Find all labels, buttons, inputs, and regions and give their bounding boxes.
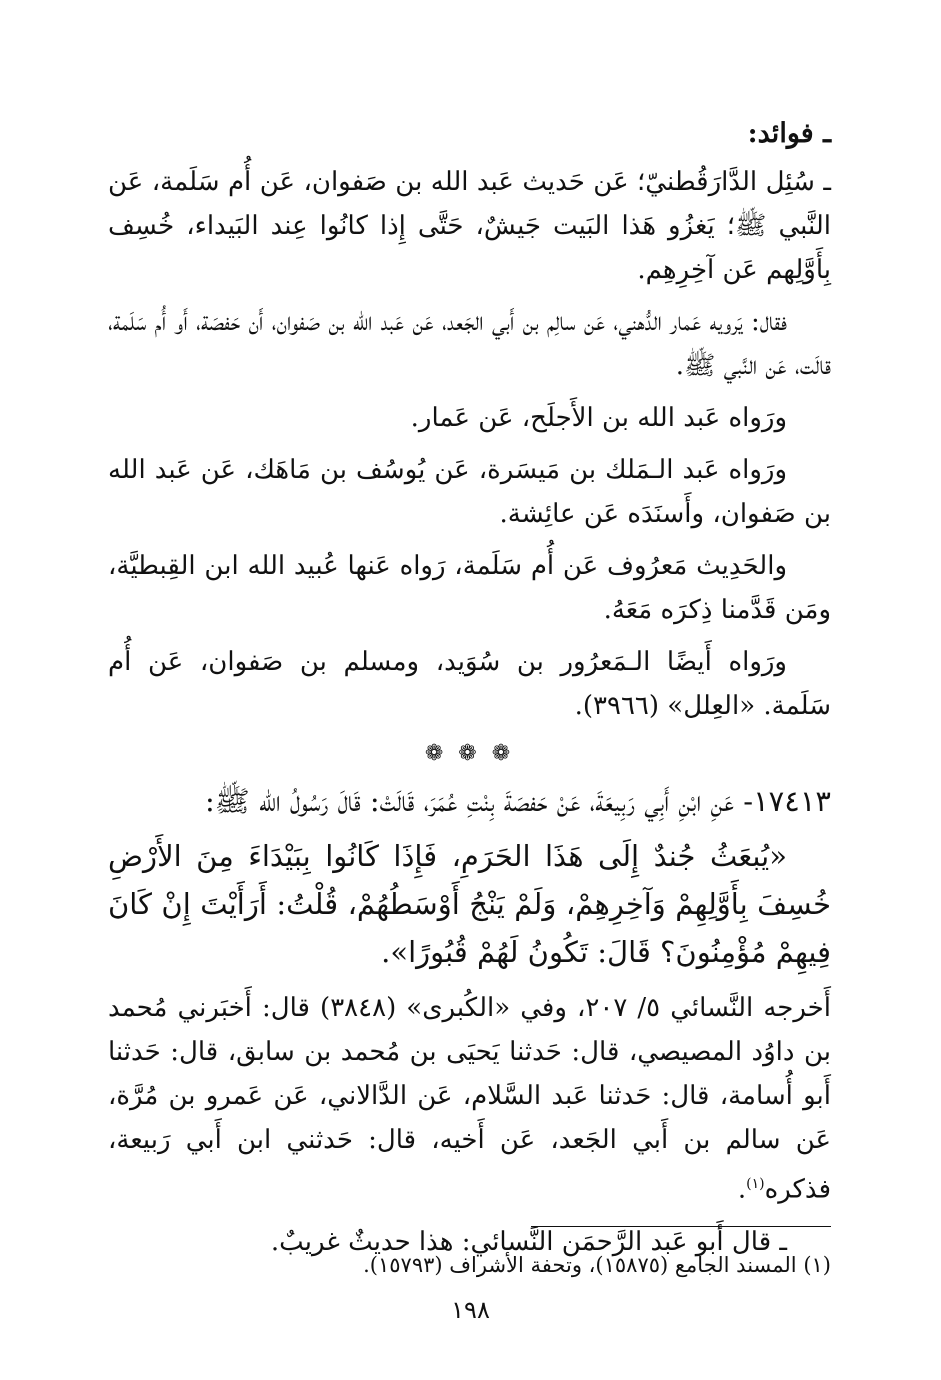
takhrij-end: . — [737, 1174, 747, 1205]
takhrij-paragraph — [108, 986, 831, 1212]
page-number: ١٩٨ — [451, 1296, 490, 1324]
paragraph-ibn-ajlah: ورَواه عَبد الله بن الأَجلَح، عَن عَمار. — [410, 403, 787, 433]
footnote-divider — [531, 1226, 831, 1227]
paragraph-daraqutni-question: ـ سُئِل الدَّارَقُطنيّ؛ عَن حَديث عَبد الله بن صَفوان، عَن أُم سَلَمة، عَن النَّبي ﷺ؛ يَغزُو هَذا البَيت جَيشٌ، حَتَّى إِذا كانُوا عِند البَيداء، خُسِف بِأَوَّلِهم عَن آخِرِهِم. — [108, 167, 831, 285]
paragraph-ilal-reference: ورَواه أَيضًا الـمَعرُور بن سُوَيد، ومسلم بن صَفوان، عَن أُم سَلَمة. «العِلل» (٣٩٦٦). — [108, 647, 831, 721]
section-heading: ـ فوائد: — [747, 118, 831, 149]
footnote: (١) المسند الجامع (١٥٨٧٥)، وتحفة الأشراف (١٥٧٩٣). — [363, 1253, 831, 1277]
hadith-heading: ١٧٤١٣- عَنِ ابْنِ أَبِي رَبِيعَةَ، عَنْ حَفصَةَ بِنْتِ عُمَرَ، قَالَتْ: قَالَ رَسُولُ الله ﷺ: — [204, 784, 831, 818]
nasai-comment: ـ قال أَبو عَبد الرَّحمَن النَّسائي: هذا حديثٌ غريبٌ. — [270, 1226, 787, 1257]
paragraph-daraqutni-answer: فقال: يَرويه عَمار الدُّهني، عَن سالِم بن أَبي الجَعد، عَن عَبد الله بن صَفوان، أَن حَفصَة، أَو أُم سَلَمة، قالَت، عَن النَّبي ﷺ. — [108, 307, 831, 381]
paragraph-hadith-known: والحَدِيث مَعرُوف عَن أُم سَلَمة، رَواه عَنها عُبيد الله ابن القِبطيَّة، ومَن قَدَّمنا ذِكرَه مَعَهُ. — [108, 551, 831, 625]
paragraph-abd-almalik: ورَواه عَبد الـمَلك بن مَيسَرة، عَن يُوسُف بن مَاهَك، عَن عَبد الله بن صَفوان، وأَسنَدَه عَن عائِشة. — [108, 455, 831, 529]
takhrij-text: أَخرجه النَّسائي ٥/ ٢٠٧، وفي «الكُبرى» (٣٨٤٨) قال: أَخبَرني مُحمد بن داوُد المصيصي، قال: حَدثنا يَحيَى بن مُحمد بن سابق، قال: حَدثنا أَبو أُسامة، قال: حَدثنا عَبد السَّلام، عَن الدَّالاني، عَن عَمرو بن مُرَّة، عَن سالم بن أَبي الجَعد، عَن أَخيه، قال: حَدثني ابن أَبي رَبيعة، فذكره — [108, 993, 831, 1205]
footnote-reference: (١) — [746, 1176, 765, 1192]
section-separator: ❁ ❁ ❁ — [424, 741, 515, 766]
hadith-text: «يُبعَثُ جُندٌ إِلَى هَذَا الحَرَمِ، فَإِذَا كَانُوا بِبَيْدَاءَ مِنَ الأَرْضِ خُسِفَ بِأَوَّلِهِمْ وَآخِرِهِمْ، وَلَمْ يَنْجُ أَوْسَطُهُمْ، قُلْتُ: أَرَأَيْتَ إِنْ كَانَ فِيهِمْ مُؤْمِنُونَ؟ قَالَ: تَكُونُ لَهُمْ قُبُورًا». — [108, 839, 831, 969]
